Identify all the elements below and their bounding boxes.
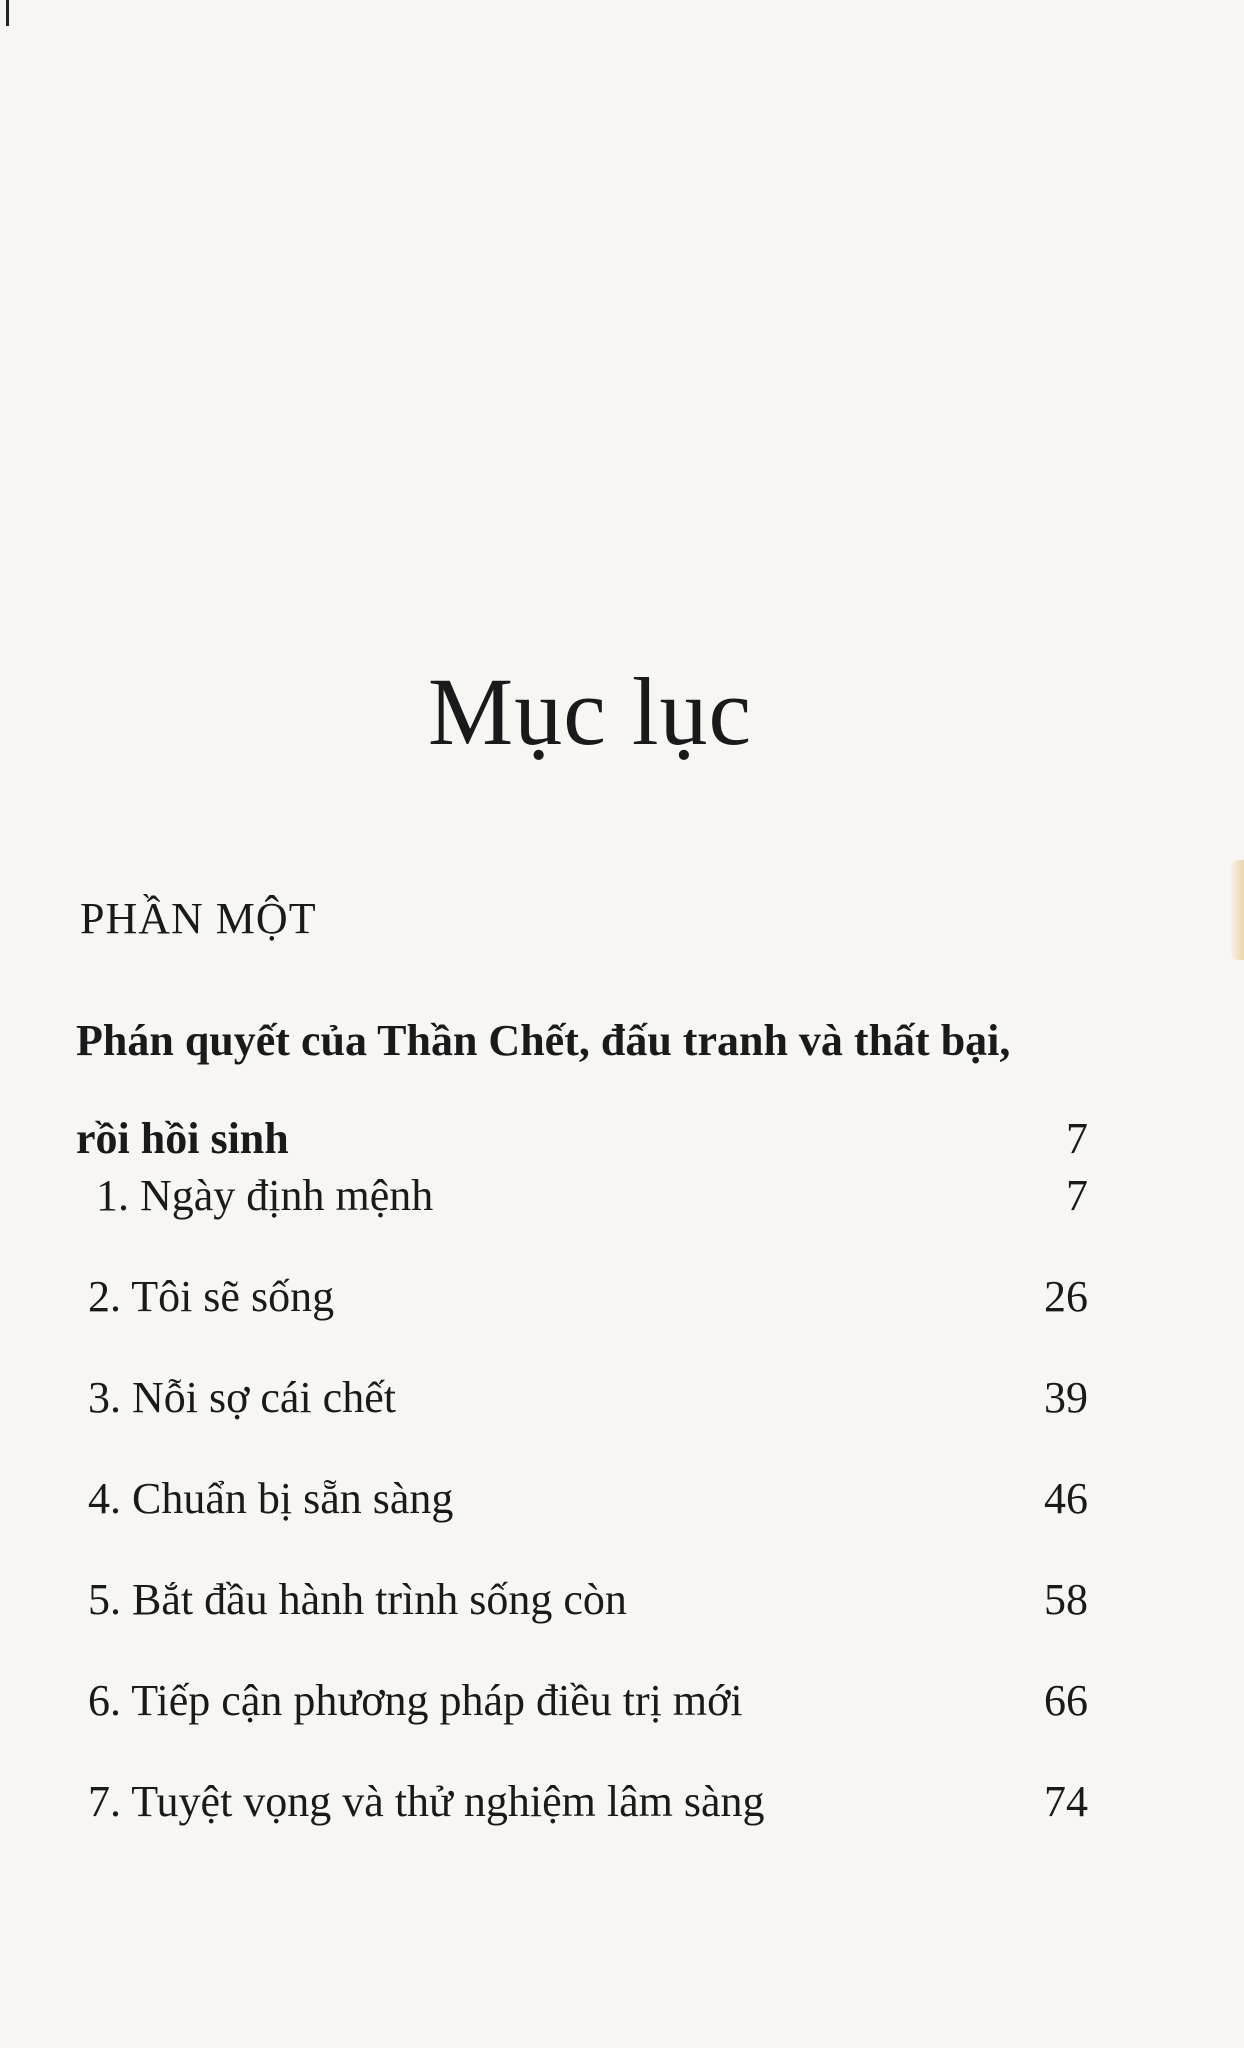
toc-entry-label: 2. Tôi sẽ sống (88, 1272, 335, 1321)
crop-mark (6, 0, 9, 26)
page-edge-shadow (1230, 860, 1244, 960)
toc-entry-label: 6. Tiếp cận phương pháp điều trị mới (88, 1676, 743, 1725)
toc-entry-page: 74 (1044, 1777, 1088, 1826)
toc-entry (88, 1665, 1088, 1766)
toc-entry-page: 46 (1044, 1474, 1088, 1523)
toc-entry (88, 1362, 1088, 1463)
toc-entry-page: 58 (1044, 1575, 1088, 1624)
part-title (76, 992, 1088, 1188)
toc-entry-page: 39 (1044, 1373, 1088, 1422)
page-title: Mục lục (427, 658, 753, 766)
part-title-line1: Phán quyết của Thần Chết, đấu tranh và thất bại, (76, 1016, 1011, 1065)
toc-entry-page: 66 (1044, 1676, 1088, 1725)
toc-entry-label: 5. Bắt đầu hành trình sống còn (88, 1575, 627, 1624)
toc-entry (88, 1766, 1088, 1867)
toc-entry-label: 4. Chuẩn bị sẵn sàng (88, 1474, 454, 1523)
toc-entry (88, 1564, 1088, 1665)
toc-entry-page: 7 (1066, 1171, 1088, 1220)
part-label: PHẦN MỘT (80, 894, 317, 943)
toc-entry-label: 7. Tuyệt vọng và thử nghiệm lâm sàng (88, 1777, 765, 1826)
toc-entry (88, 1463, 1088, 1564)
part-title-line2: rồi hồi sinh (76, 1114, 289, 1163)
toc-entry-label: 1. Ngày định mệnh (96, 1171, 434, 1220)
toc-entry-page: 26 (1044, 1272, 1088, 1321)
part-page-number: 7 (1066, 1114, 1088, 1163)
toc-entry-label: 3. Nỗi sợ cái chết (88, 1373, 396, 1422)
toc-list (88, 1160, 1088, 1867)
toc-entry (88, 1160, 1088, 1261)
toc-entry (88, 1261, 1088, 1362)
